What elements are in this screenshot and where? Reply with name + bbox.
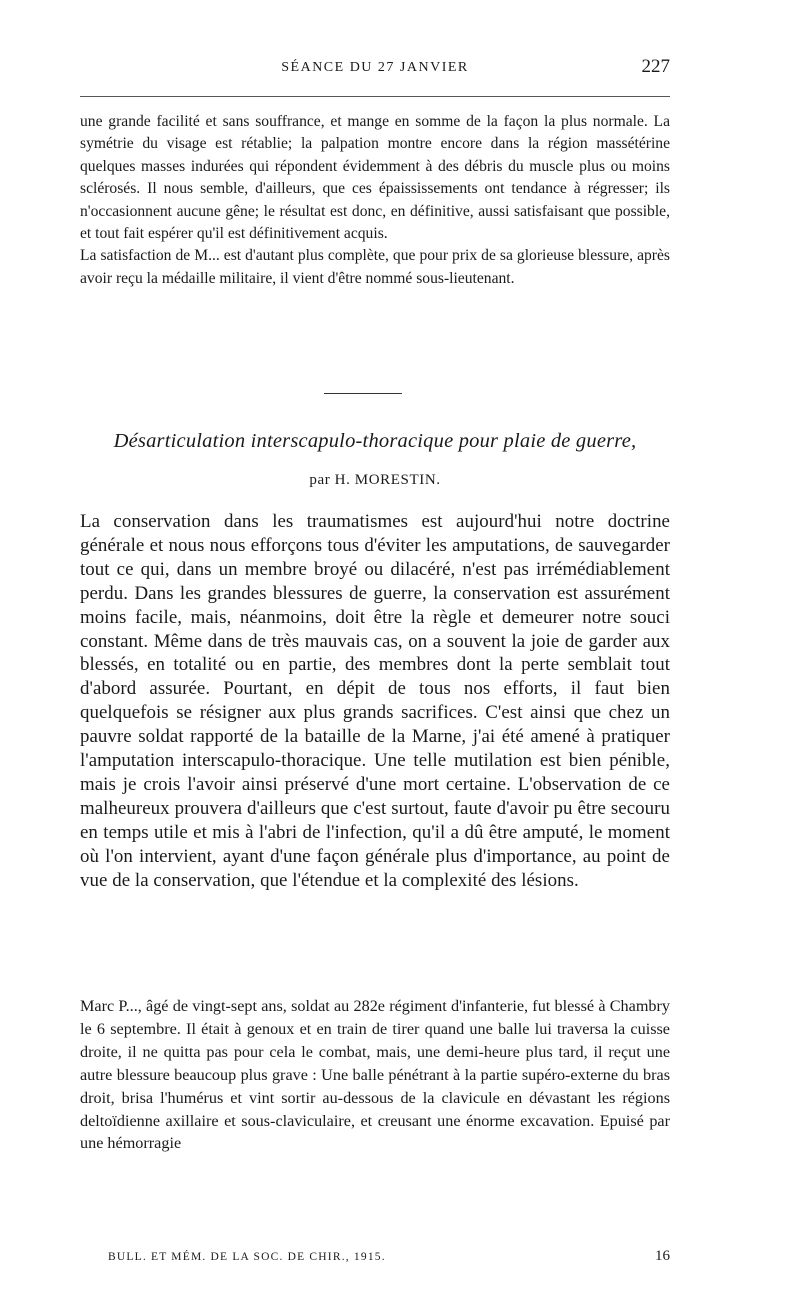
case-report-paragraph: Marc P..., âgé de vingt-sept ans, soldat au 282e régiment d'infanterie, fut blessé à Chambry le 6 septembre. Il était à genoux et en train de tirer quand une balle lui traversa la cuisse droite, il ne quitta pas pour cela le combat, mais, une demi-heure plus tard, il reçut une autre blessure beaucoup plus grave : Une balle pénétrant à la partie supéro-externe du bras droit, brisa l'humérus et vint sortir au-dessous de la clavicule en dévastant les régions deltoïdienne axillaire et sous-claviculaire, et creusant une énorme excavation. Epuisé par une hémorragie [80, 997, 670, 1153]
article-body [80, 510, 670, 893]
running-head [80, 56, 670, 86]
running-title: SÉANCE DU 27 JANVIER [281, 60, 469, 75]
continuation-paragraph-2: La satisfaction de M... est d'autant plus complète, que pour prix de sa glorieuse blessure, après avoir reçu la médaille militaire, il vient d'être nommé sous-lieutenant. [80, 247, 670, 287]
header-rule [80, 96, 670, 97]
footer [108, 1248, 670, 1270]
sheet-number: 16 [655, 1248, 670, 1264]
page-number: 227 [641, 56, 670, 77]
article-byline: par H. MORESTIN. [309, 472, 441, 488]
case-report [80, 995, 670, 1155]
continuation-text [80, 111, 670, 290]
section-divider [324, 393, 402, 394]
article-title: Désarticulation interscapulo-thoracique pour plaie de guerre, [113, 430, 637, 452]
article-body-paragraph: La conservation dans les traumatismes est aujourd'hui notre doctrine générale et nous nous efforçons tous d'éviter les amputations, de sauvegarder tout ce qui, dans un membre broyé ou dilacéré, n'est pas irrémédiablement perdu. Dans les grandes blessures de guerre, la conservation est assurément moins facile, mais, néanmoins, doit être la règle et demeurer notre souci constant. Même dans de très mauvais cas, on a souvent la joie de garder aux blessés, en totalité ou en partie, des membres dont la perte semblait tout d'abord assurée. Pourtant, en dépit de tous nos efforts, il faut bien quelquefois se résigner aux plus grands sacrifices. C'est ainsi que chez un pauvre soldat rapporté de la bataille de la Marne, j'ai été amené à pratiquer l'amputation interscapulo-thoracique. Une telle mutilation est bien pénible, mais je crois l'avoir ainsi préservé d'une mort certaine. L'observation de ce malheureux prouvera d'ailleurs que c'est surtout, faute d'avoir pu être secouru en temps utile et mis à l'abri de l'infection, qu'il a dû être amputé, le moment où l'on intervient, ayant d'une façon générale plus d'importance, au point de vue de la conservation, que l'étendue et la complexité des lésions. [80, 511, 670, 891]
journal-citation: BULL. ET MÉM. DE LA SOC. DE CHIR., 1915. [108, 1251, 386, 1263]
continuation-paragraph-1: une grande facilité et sans souffrance, et mange en somme de la façon la plus normale. La symétrie du visage est rétablie; la palpation montre encore dans la région massétérine quelques masses indurées qui répondent évidemment à des débris du muscle plus ou moins sclérosés. Il nous semble, d'ailleurs, que ces épaississements ont tendance à régresser; ils n'occasionnent aucune gêne; le résultat est donc, en définitive, aussi satisfaisant que possible, et tout fait espérer qu'il est définitivement acquis. [80, 113, 670, 243]
